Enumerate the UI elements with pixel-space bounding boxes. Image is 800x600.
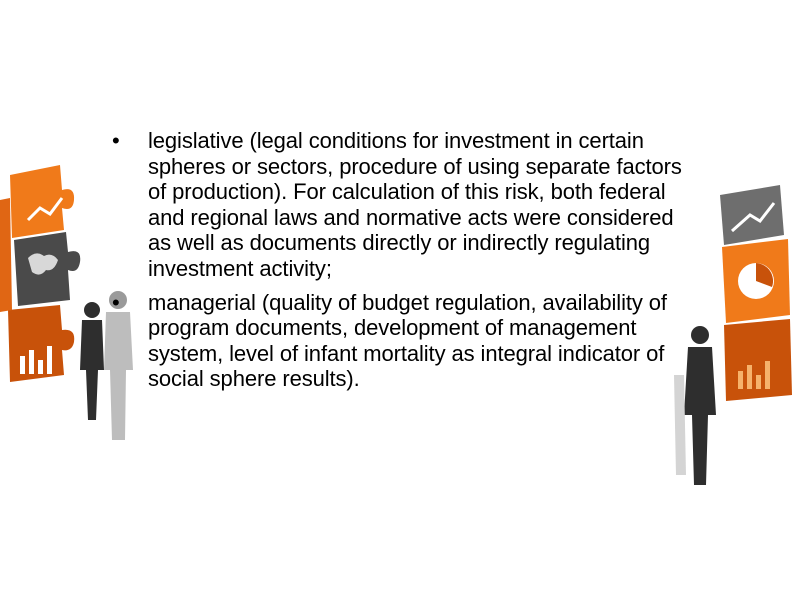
businessman-figure-1 — [80, 302, 104, 420]
bar-chart-icon — [20, 356, 25, 374]
bullet-item-managerial — [112, 290, 697, 392]
bullet-list — [112, 128, 697, 392]
bullet-marker: • — [112, 128, 120, 153]
bar-chart-icon-bar — [747, 365, 752, 389]
bar-chart-icon-bar — [756, 375, 761, 389]
bullet-item-legislative — [112, 128, 697, 282]
bar-chart-icon-bar — [29, 350, 34, 374]
bar-chart-icon-bar — [738, 371, 743, 389]
bar-chart-icon-bar — [38, 360, 43, 374]
bullet-text: legislative (legal conditions for investment in certain spheres or sectors, procedure of using separate factors of production). For calculation of this risk, both federal and regional laws and normative acts were considered as well as documents directly or indirectly regulating investment activity; — [148, 128, 682, 281]
bar-chart-icon-bar — [765, 361, 770, 389]
puzzle-piece-light — [0, 198, 12, 312]
puzzle-piece-orange-top — [10, 165, 74, 238]
bullet-text: managerial (quality of budget regulation, availability of program documents, development of management system, level of infant mortality as integral indicator of social sphere results). — [148, 289, 667, 392]
bar-chart-icon-bar — [47, 346, 52, 374]
bullet-marker: • — [112, 289, 120, 315]
